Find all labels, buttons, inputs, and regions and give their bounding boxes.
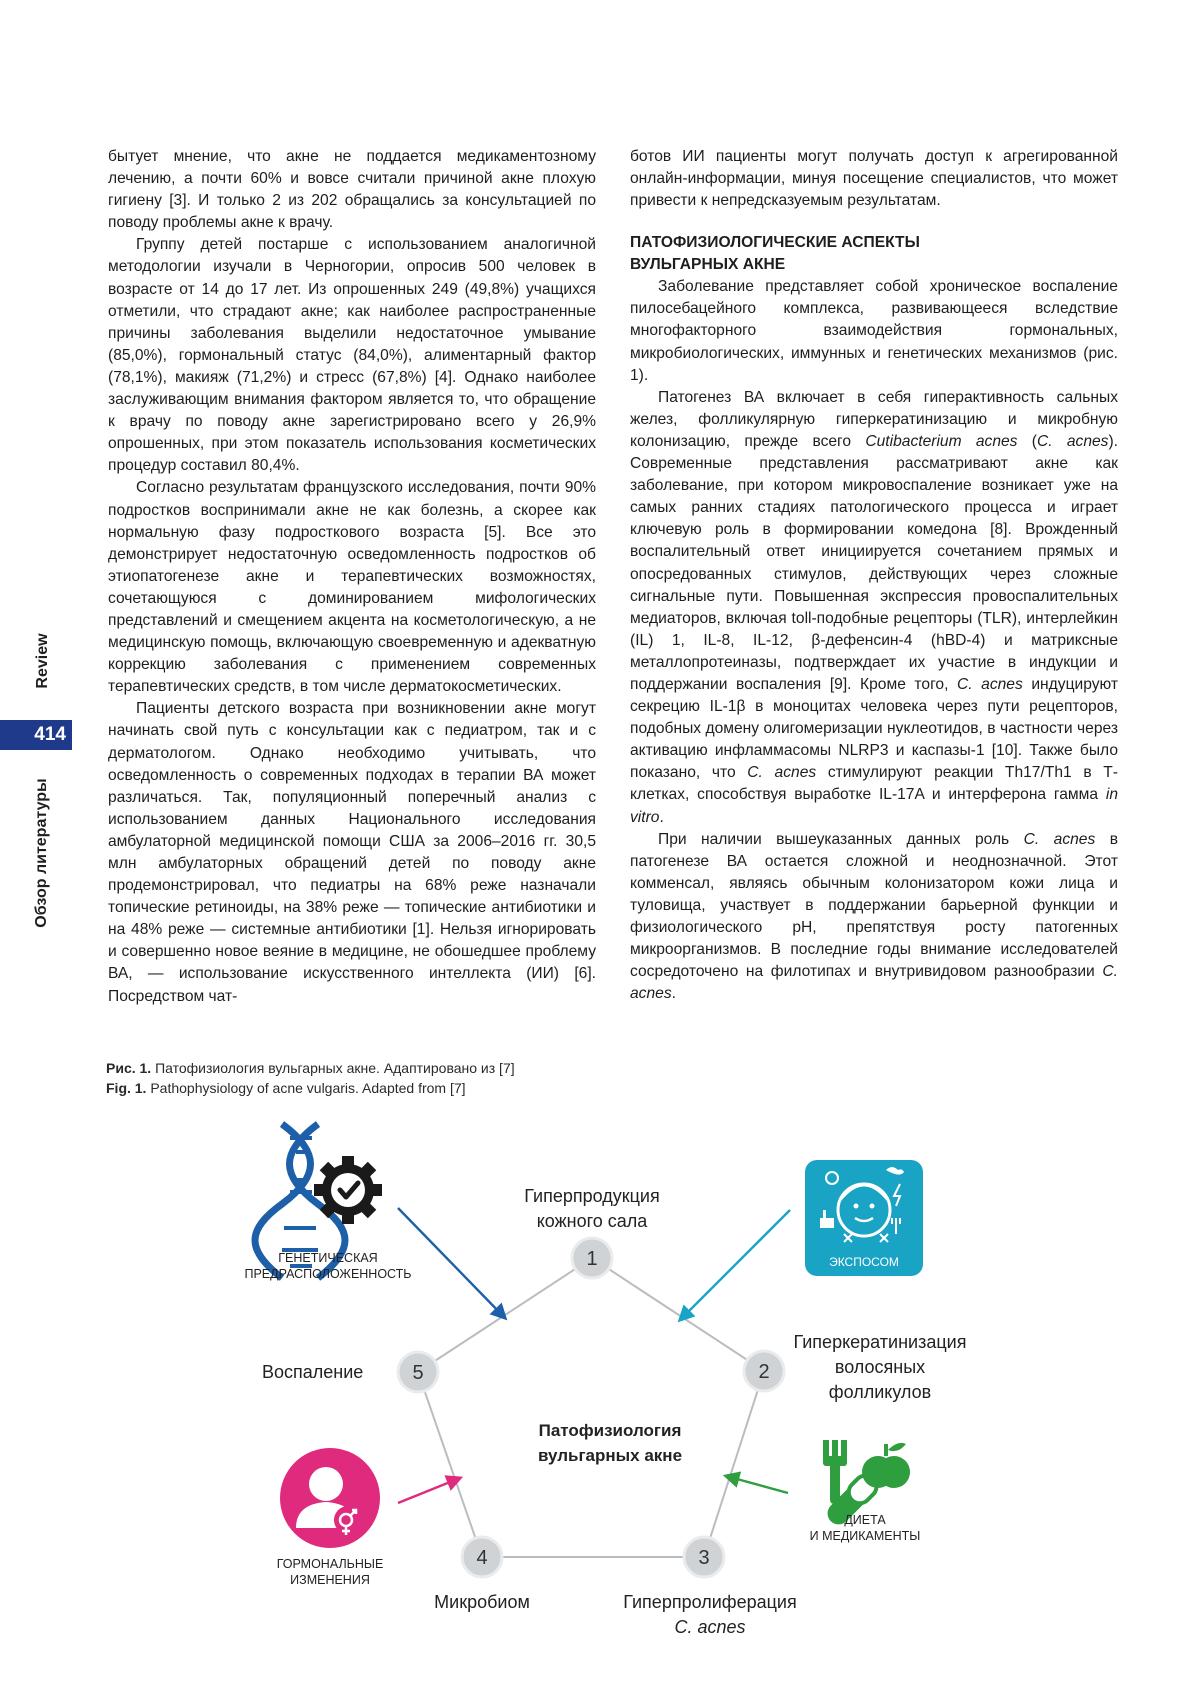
right-paragraph-4 <box>630 829 1118 1006</box>
italic-term: in vitro <box>630 786 1118 826</box>
italic-term: C. acnes <box>1023 830 1096 848</box>
hormonal-label <box>250 1556 410 1588</box>
node-4-label-line-1: Микробиом <box>434 1592 530 1612</box>
center-title-line-1: Патофизиология <box>538 1421 682 1440</box>
node-1 <box>572 1238 612 1278</box>
hormonal-label-line-2: ИЗМЕНЕНИЯ <box>290 1573 370 1587</box>
edge-1-2 <box>592 1258 764 1371</box>
caption-ru <box>106 1058 515 1078</box>
figure-caption <box>106 1058 515 1098</box>
node-5-number: 5 <box>412 1362 424 1384</box>
side-review-label <box>30 632 54 692</box>
node-3-number: 3 <box>698 1547 710 1569</box>
page-number: 414 <box>0 720 72 750</box>
right-paragraph-2: Заболевание представляет собой хроническое воспаление пилосебацейного комплекса, развивающееся вследствие многофакторного взаимодействия гормональных, микробиологических, иммунных и генетических механизмов (рис. 1). <box>630 278 1118 384</box>
section-heading <box>630 232 1118 276</box>
italic-term: C. acnes <box>957 675 1023 693</box>
node-3-label <box>600 1590 820 1640</box>
node-2-number: 2 <box>758 1361 770 1383</box>
review-text: Review <box>34 633 51 689</box>
left-paragraph-3: Согласно результатам французского исследования, почти 90% подростков воспринимали акне не как болезнь, а скорее как нормальную фазу подросткового возраста [5]. Все это демонстрирует недостаточную осведомленность подростков об этиопатогенезе акне и терапевтических возможностях, сочетающуюся с доминированием мифологических представлений и смещением акцента на косметологическую, а не медицинскую помощь, включающую своевременную и адекватную коррекцию заболевания с применением современных терапевтических средств, в том числе дерматокосметических. <box>108 479 596 696</box>
node-5-label-line-1: Воспаление <box>262 1362 364 1382</box>
node-4-number: 4 <box>476 1547 488 1569</box>
exposome-label: ЭКСПОСОМ <box>829 1255 899 1269</box>
hormonal-changes-icon <box>280 1448 380 1548</box>
text-run: стимулируют реакции Th17/Th1 в Т-клетках, способствуя выработке IL-17A и интерферона гамма <box>630 764 1118 804</box>
exposome-icon <box>805 1160 923 1276</box>
node-1-label <box>492 1184 692 1234</box>
text-run: ). Современные представления рассматривают акне как заболевание, при котором микровоспаление возникает уже на самых ранних стадиях патологического процесса и играет ключевую роль в формировании комедона [8]. Врожденный воспалительный ответ инициируется сочетанием прямых и опосредованных стимулов, действующих через сложные сигнальные пути. Повышенная экспрессия провоспалительных медиаторов, включая toll-подобные рецепторы (TLR), интерлейкин (IL) 1, IL-8, IL-12, β-дефенсин-4 (hBD-4) и матриксные металлопротеиназы, подтверждает их участие в индукции и поддержании воспаления [9]. Кроме того, <box>630 432 1118 693</box>
node-3-label-line-2: C. acnes <box>674 1617 746 1637</box>
hormonal-label-line-1: ГОРМОНАЛЬНЫЕ <box>276 1557 384 1571</box>
section-heading-line-2: ВУЛЬГАРНЫХ АКНЕ <box>630 256 786 274</box>
text-run: . <box>671 985 676 1003</box>
caption-en-label: Fig. 1. <box>106 1080 147 1096</box>
left-paragraph-4: Пациенты детского возраста при возникновении акне могут начинать свой путь с консультации как с педиатром, так и с дерматологом. Однако необходимо учитывать, что осведомленность о современных подходах в терапии ВА может различаться. Так, популяционный поперечный анализ с использованием данных Национального исследования амбулаторной медицинской помощи США за 2006–2016 гг. 30,5 млн амбулаторных обращений детей по поводу акне продемонстрировал, что педиатры на 68% реже назначали топические ретиноиды, на 38% реже — топические антибиотики и на 48% реже — системные антибиотики [1]. Нельзя игнорировать и совершенно новое веяние в медицине, не обошедшее проблему ВА, — использование искусственного интеллекта (ИИ) [6]. Посредством чат- <box>108 700 596 1005</box>
caption-ru-text: Патофизиология вульгарных акне. Адаптировано из [7] <box>151 1060 515 1076</box>
right-paragraph-3 <box>630 387 1118 829</box>
genetic-label-line-2: ПРЕДРАСПОЛОЖЕННОСТЬ <box>244 1267 412 1281</box>
hormonal-arrow <box>398 1478 460 1503</box>
node-5 <box>398 1352 438 1392</box>
genetic-label <box>228 1250 428 1282</box>
pathophysiology-figure <box>0 1100 1200 1660</box>
italic-term: C. acnes <box>630 963 1118 1003</box>
center-title-line-2: вульгарных акне <box>537 1446 683 1465</box>
text-run: При наличии вышеуказанных данных роль <box>658 830 1024 848</box>
node-1-label-line-1: Гиперпродукция <box>524 1186 660 1206</box>
left-paragraph-2: Группу детей постарше с использованием аналогичной методологии изучали в Черногории, опросив 500 человек в возрасте от 14 до 17 лет. Из опрошенных 249 (49,8%) учащихся отметили, что страдают акне; как наиболее распространенные причины заболевания выделили недостаточное умывание (85,0%), гормональный статус (84,0%), алиментарный фактор (78,1%), макияж (71,2%) и стресс (67,8%) [4]. Однако наиболее заслуживающим внимания фактором является то, что обращение к врачу по поводу акне зарегистрировано всего у 26,9% опрошенных, при этом показатель использования косметических процедур составил 80,4%. <box>108 236 596 475</box>
diet-label <box>790 1512 940 1544</box>
diet-arrow <box>726 1476 788 1493</box>
left-column <box>108 146 596 1008</box>
edge-5-1 <box>418 1258 592 1372</box>
figure-center-title <box>500 1418 720 1468</box>
section-heading-line-1: ПАТОФИЗИОЛОГИЧЕСКИЕ АСПЕКТЫ <box>630 234 920 252</box>
node-5-label <box>262 1360 392 1385</box>
pentagon-edges <box>418 1258 764 1557</box>
node-3-label-line-1: Гиперпролиферация <box>623 1592 797 1612</box>
node-3 <box>684 1537 724 1577</box>
exposome-arrow <box>680 1210 790 1320</box>
section-text: Обзор литературы <box>33 778 50 928</box>
node-2-label-line-3: фолликулов <box>828 1382 932 1402</box>
genetic-label-line-1: ГЕНЕТИЧЕСКАЯ <box>278 1251 378 1265</box>
node-4 <box>462 1537 502 1577</box>
node-2-label-line-1: Гиперкератинизация <box>793 1332 967 1352</box>
text-run: в патогенезе ВА остается сложной и неоднозначной. Этот комменсал, являясь обычным колонизатором кожи лица и туловища, участвует в поддержании барьерной функции и физиологического pH, препятствуя росту патогенных микроорганизмов. В последние годы внимание исследователей сосредоточено на филотипах и внутривидовом разнообразии <box>630 830 1118 981</box>
caption-en-text: Pathophysiology of acne vulgaris. Adapted from [7] <box>146 1080 466 1096</box>
node-1-number: 1 <box>586 1248 598 1270</box>
diet-label-line-1: ДИЕТА <box>844 1513 886 1527</box>
italic-term: Cutibacterium acnes <box>865 432 1018 450</box>
side-section-label <box>30 770 54 940</box>
node-2-label-line-2: волосяных <box>834 1357 926 1377</box>
caption-en <box>106 1078 515 1098</box>
text-run: индуцируют секрецию IL-1β в моноцитах человека через пути рецепторов, подобных домену олигомеризации нуклеотидов, в частности через активацию инфламмасомы NLRP3 и каспазы-1 [10]. Также было показано, что <box>630 675 1118 782</box>
node-2-label <box>770 1330 990 1405</box>
italic-term: C. acnes <box>1036 432 1109 450</box>
node-4-label <box>412 1590 552 1615</box>
italic-term: C. acnes <box>747 764 817 782</box>
edge-4-5 <box>418 1372 482 1557</box>
text-run: . <box>659 808 664 826</box>
right-paragraph-1: ботов ИИ пациенты могут получать доступ к агрегированной онлайн-информации, минуя посещение специалистов, что может привести к непредсказуемым результатам. <box>630 148 1118 210</box>
text-run: Патогенез ВА включает в себя гиперактивность сальных желез, фолликулярную гиперкератинизацию и микробную колонизацию, прежде всего <box>630 388 1118 450</box>
right-column <box>630 146 1118 1005</box>
left-paragraph-1: бытует мнение, что акне не поддается медикаментозному лечению, а почти 60% и вовсе считали причиной акне плохую гигиену [3]. И только 2 из 202 обращались за консультацией по поводу проблемы акне к врачу. <box>108 148 596 232</box>
caption-ru-label: Рис. 1. <box>106 1060 152 1076</box>
node-1-label-line-2: кожного сала <box>536 1211 648 1231</box>
diet-label-line-2: И МЕДИКАМЕНТЫ <box>809 1529 921 1543</box>
text-run: ( <box>1017 432 1037 450</box>
